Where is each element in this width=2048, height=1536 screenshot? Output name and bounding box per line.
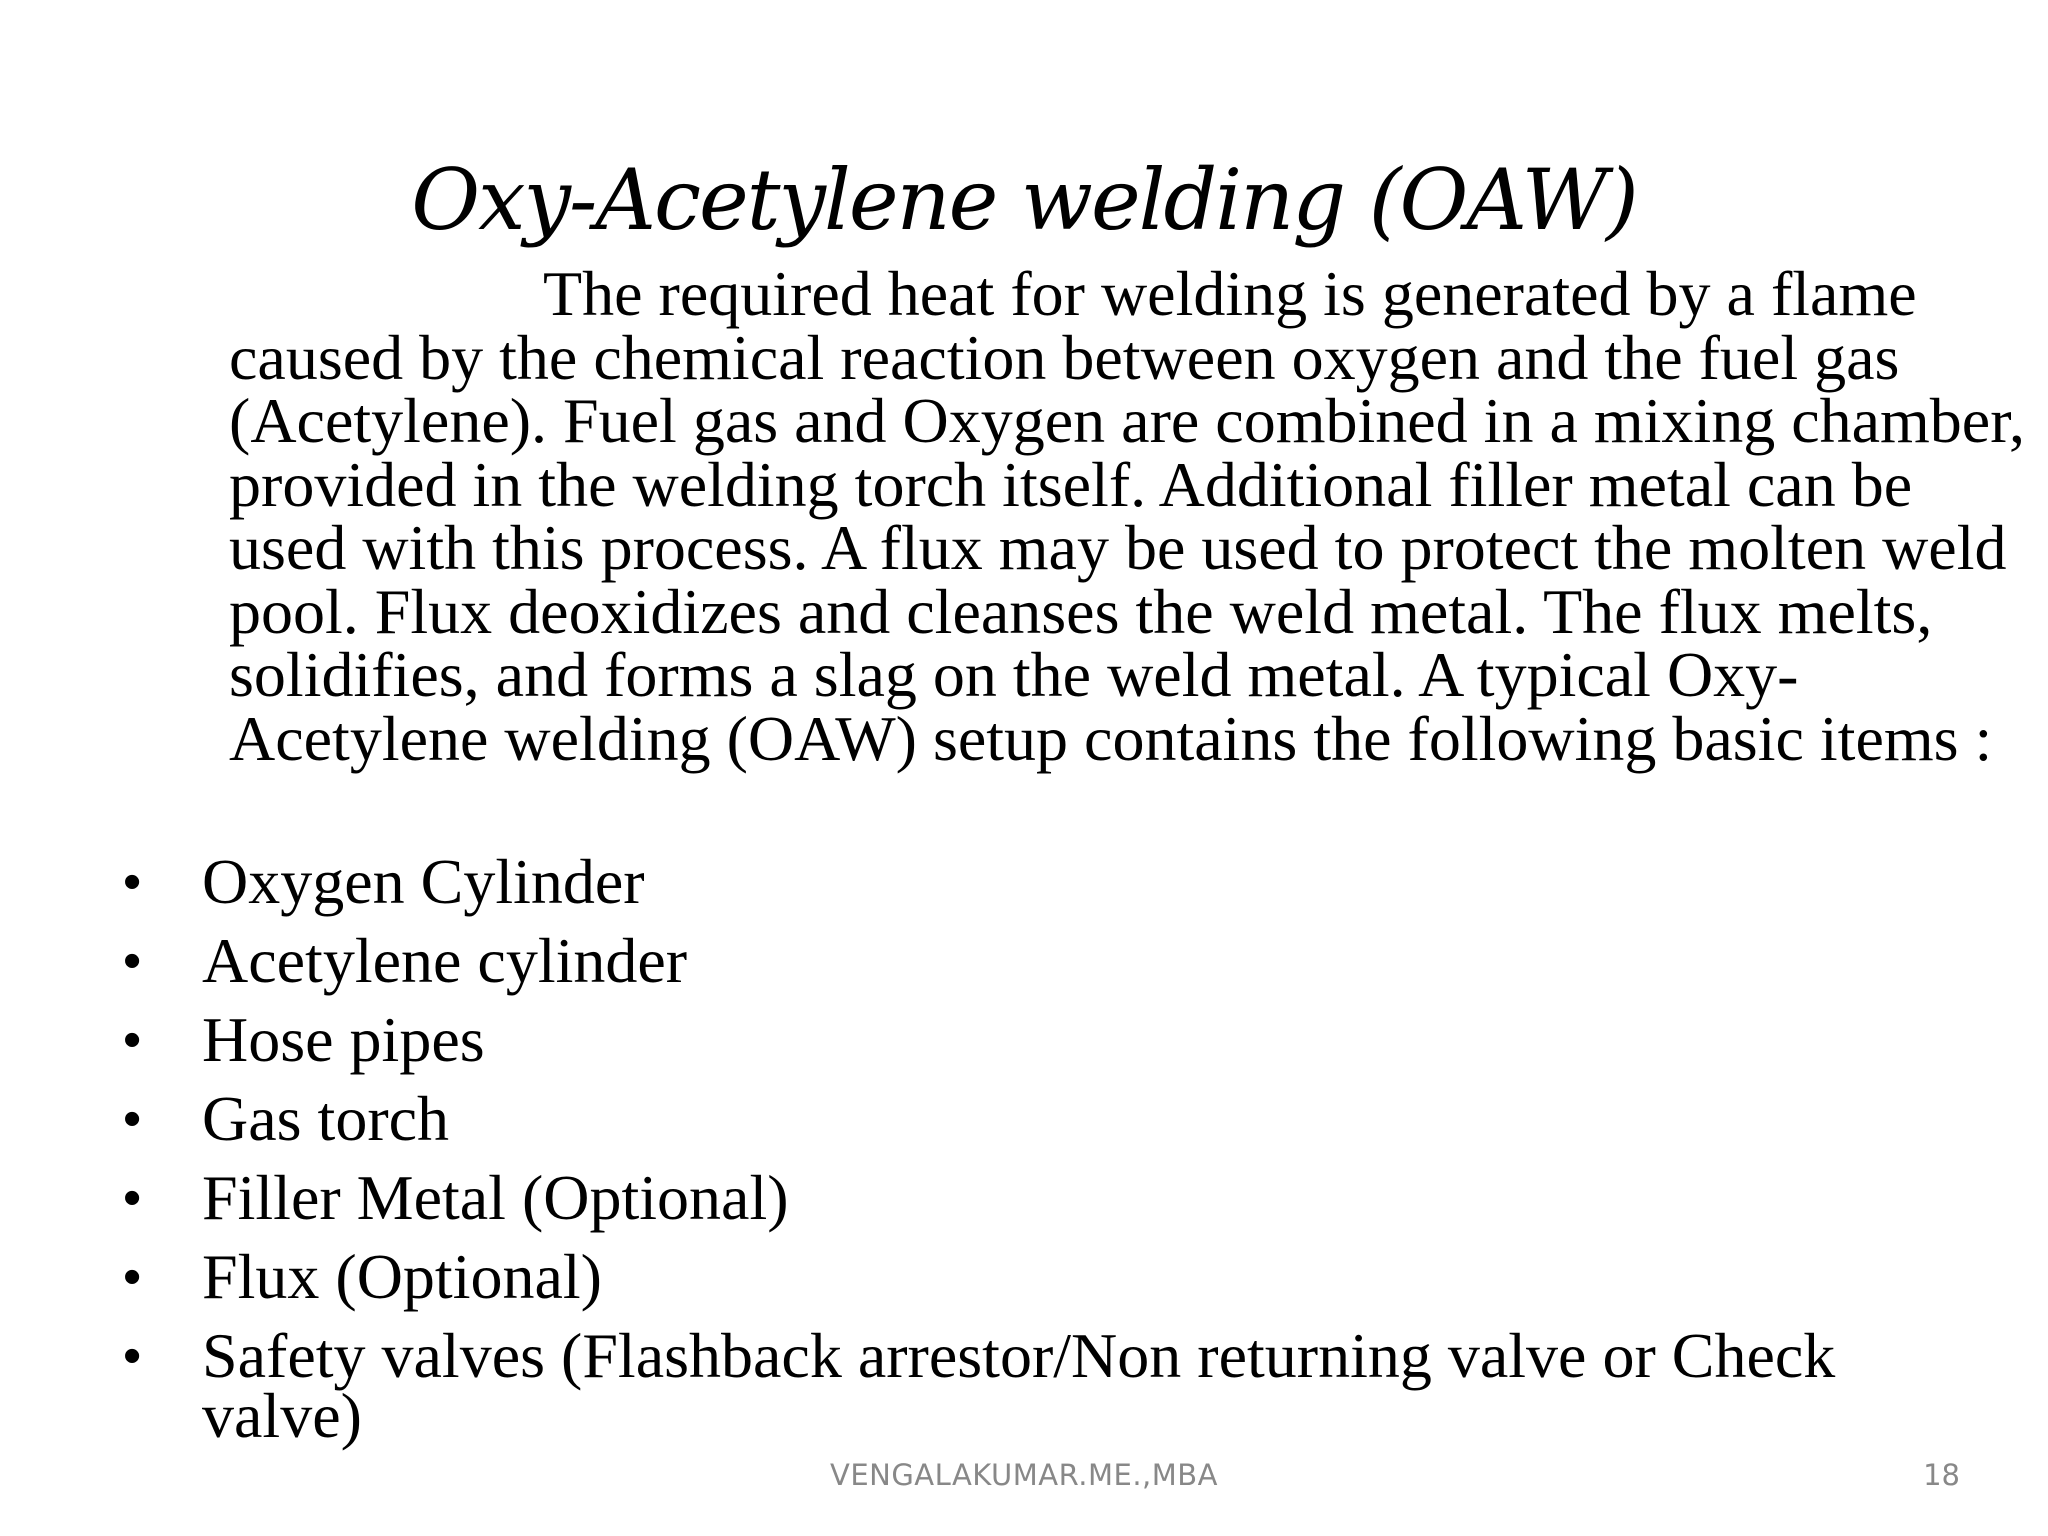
list-item-text: Acetylene cylinder <box>202 925 688 996</box>
bullet-icon: • <box>123 1169 142 1227</box>
bullet-icon: • <box>123 1248 142 1306</box>
list-item <box>0 1162 2000 1233</box>
list-item <box>0 1083 2000 1154</box>
bullet-icon: • <box>123 1011 142 1069</box>
list-item <box>0 925 2000 996</box>
page-number: 18 <box>1923 1458 1960 1492</box>
list-item <box>0 1241 2000 1312</box>
list-item-text: Gas torch <box>202 1083 450 1154</box>
bullet-icon: • <box>123 1090 142 1148</box>
bullet-icon: • <box>123 932 142 990</box>
slide-title: Oxy-Acetylene welding (OAW) <box>411 151 1637 249</box>
list-item-text: Filler Metal (Optional) <box>202 1162 789 1233</box>
bullet-icon: • <box>123 1327 142 1385</box>
item-list <box>0 846 2000 1465</box>
list-item <box>0 1320 2000 1451</box>
list-item-text: Hose pipes <box>202 1004 485 1075</box>
intro-paragraph: The required heat for welding is generated by a flame caused by the chemical reaction between oxygen and the fuel gas (Acetylene). Fuel gas and Oxygen are combined in a mixing chamber, provided in the welding torch itself. Additional filler metal can be used with this process. A flux may be used to protect the molten weld pool. Flux deoxidizes and cleanses the weld metal. The flux melts, solidifies, and forms a slag on the weld metal. A typical Oxy-Acetylene welding (OAW) setup contains the following basic items : <box>229 258 2025 774</box>
list-item <box>0 1004 2000 1075</box>
footer-author: VENGALAKUMAR.ME.,MBA <box>829 1458 1219 1492</box>
list-item-text: Safety valves (Flashback arrestor/Non returning valve or Check valve) <box>202 1320 1836 1451</box>
list-item <box>0 846 2000 917</box>
list-item-text: Oxygen Cylinder <box>202 846 645 917</box>
bullet-icon: • <box>123 853 142 911</box>
list-item-text: Flux (Optional) <box>202 1241 602 1312</box>
